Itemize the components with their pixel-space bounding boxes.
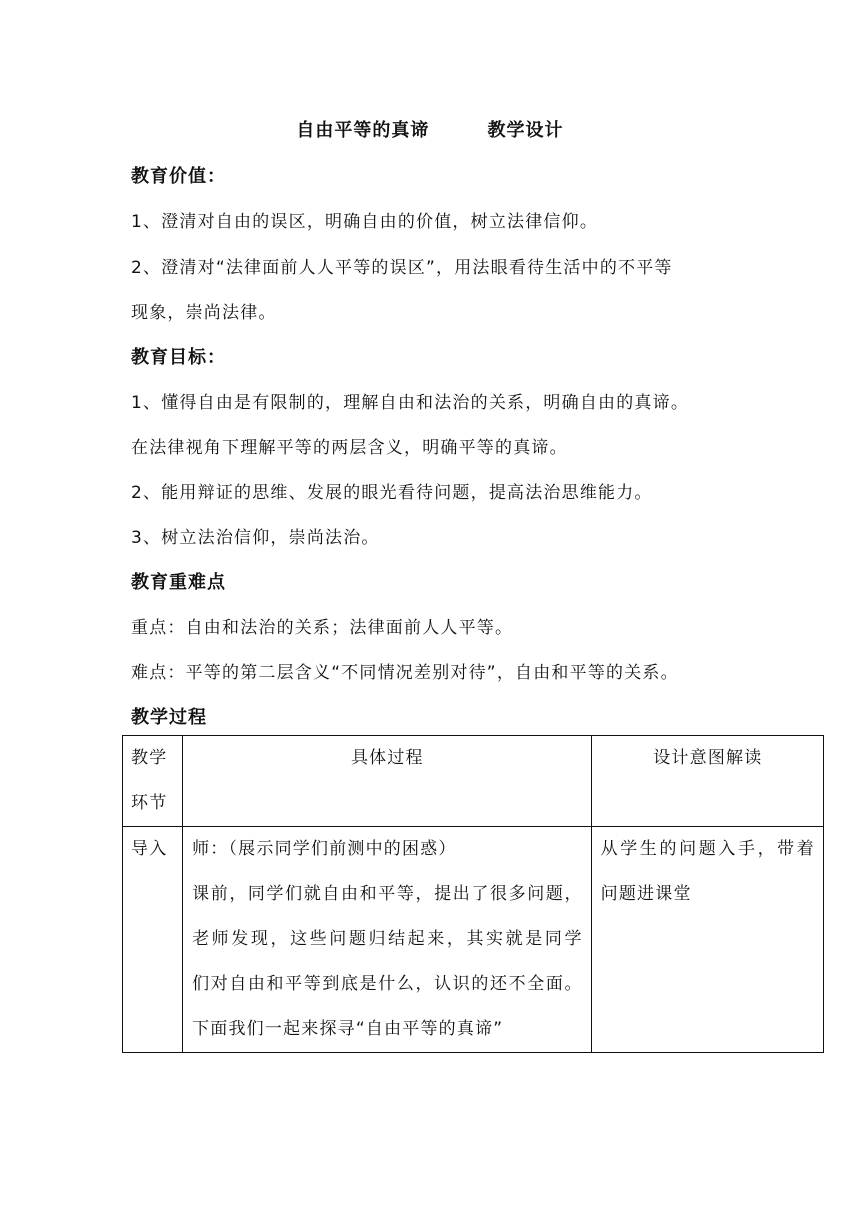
value-line-1: 1、澄清对自由的误区，明确自由的价值，树立法律信仰。 — [131, 212, 599, 232]
education-goal-heading: 教育目标： — [131, 347, 226, 368]
process-line-3: 老师发现，这些问题归结起来，其实就是同学 — [192, 929, 583, 949]
key-line-1: 重点：自由和法治的关系；法律面前人人平等。 — [131, 618, 514, 638]
value-line-2: 2、澄清对“法律面前人人平等的误区”，用法眼看待生活中的不平等 — [131, 258, 673, 278]
intent-line-2: 问题进课堂 — [600, 884, 692, 904]
teaching-process-table — [122, 735, 824, 1053]
header-stage-line-1: 教学 — [131, 748, 168, 768]
key-line-2: 难点：平等的第二层含义“不同情况差别对待”，自由和平等的关系。 — [131, 663, 679, 683]
process-cell — [183, 827, 592, 1053]
table-row — [123, 827, 824, 1053]
header-stage-line-2: 环节 — [131, 793, 168, 813]
header-process-cell — [183, 736, 592, 827]
goal-line-2: 在法律视角下理解平等的两层含义，明确平等的真谛。 — [131, 438, 568, 458]
process-line-2: 课前，同学们就自由和平等，提出了很多问题， — [192, 884, 583, 904]
header-stage-cell — [123, 736, 183, 827]
key-points-heading: 教育重难点 — [131, 572, 226, 593]
goal-line-3: 2、能用辩证的思维、发展的眼光看待问题，提高法治思维能力。 — [131, 483, 653, 503]
intent-cell — [591, 827, 823, 1053]
table-header-row — [123, 736, 824, 827]
process-line-1: 师：（展示同学们前测中的困惑） — [192, 839, 457, 859]
intent-line-1: 从学生的问题入手，带着 — [600, 839, 815, 859]
process-line-5: 下面我们一起来探寻“自由平等的真谛” — [192, 1019, 504, 1039]
header-intent-cell — [591, 736, 823, 827]
teaching-process-heading: 教学过程 — [131, 707, 207, 728]
value-line-3: 现象，崇尚法律。 — [131, 303, 277, 323]
process-line-4: 们对自由和平等到底是什么，认识的还不全面。 — [192, 974, 583, 994]
stage-label: 导入 — [131, 839, 168, 859]
header-process-label: 具体过程 — [350, 748, 424, 768]
header-intent-label: 设计意图解读 — [653, 748, 763, 768]
document-title: 自由平等的真谛 教学设计 — [296, 120, 564, 141]
goal-line-1: 1、懂得自由是有限制的，理解自由和法治的关系，明确自由的真谛。 — [131, 393, 690, 413]
education-value-heading: 教育价值： — [131, 166, 226, 187]
goal-line-4: 3、树立法治信仰，崇尚法治。 — [131, 528, 380, 548]
stage-cell — [123, 827, 183, 1053]
